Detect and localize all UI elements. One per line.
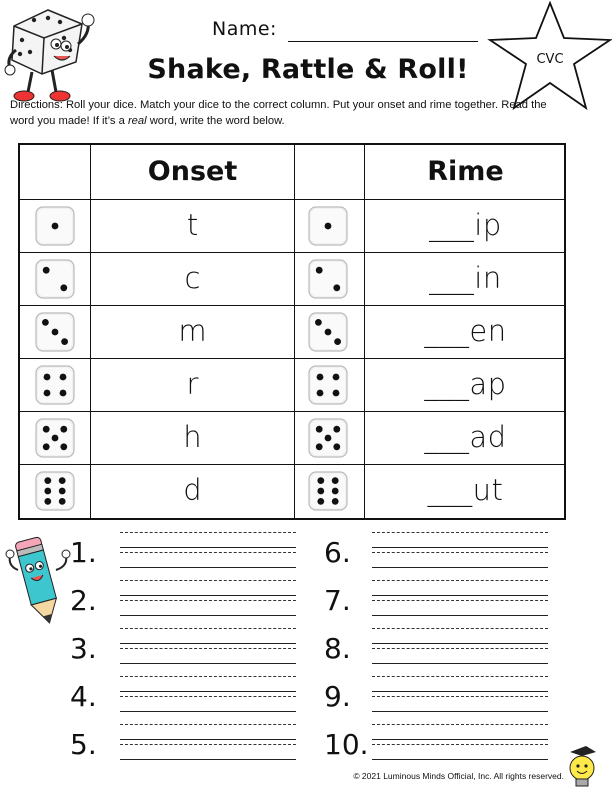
die-pip [44,488,51,495]
die-pip [52,435,59,442]
die-pip [43,267,50,274]
answer-writing-line[interactable] [120,744,296,760]
answer-writing-line[interactable] [372,648,548,664]
onset-rime-table [18,143,566,520]
copyright-text: © 2021 Luminous Minds Official, Inc. All rights reserved. [353,771,564,781]
die-pip [315,319,322,326]
rime-cell: ___ap [424,367,507,401]
directions-part2: word, write the word below. [146,114,285,127]
die-pip [42,319,49,326]
die-pip [325,329,332,336]
answer-writing-line[interactable] [120,676,296,692]
die-pip [333,390,340,397]
die-2-icon [308,259,348,303]
rime-cell: ___in [429,261,502,295]
die-pip [43,443,50,450]
name-field[interactable] [288,41,478,42]
answer-number: 8. [324,632,351,665]
die-pip [333,374,340,381]
die-pip [317,488,324,495]
die-pip [316,426,323,433]
answer-number: 9. [324,680,351,713]
die-pip [60,284,67,291]
die-pip [325,435,332,442]
name-label: Name: [212,18,277,40]
die-pip [317,374,324,381]
die-pip [317,498,324,505]
answer-writing-line[interactable] [372,724,548,740]
directions-text [10,98,570,129]
rime-cell: ___ad [424,420,507,454]
die-2-icon [35,259,75,303]
pencil-mascot-icon [4,526,74,628]
die-pip [333,284,340,291]
die-pip [44,498,51,505]
header-onset: Onset [147,156,238,187]
onset-cell: t [186,208,199,242]
die-pip [60,390,67,397]
die-pip [333,426,340,433]
answer-writing-line[interactable] [120,552,296,568]
die-pip [43,426,50,433]
die-pip [61,338,68,345]
die-pip [52,329,59,336]
onset-cell: c [184,261,201,295]
die-pip [44,390,51,397]
die-pip [316,443,323,450]
die-pip [59,488,66,495]
answer-writing-line[interactable] [120,648,296,664]
answer-writing-line[interactable] [120,628,296,644]
answer-writing-line[interactable] [372,580,548,596]
directions-part1: Directions: Roll your dice. Match your dice to the correct column. Put your onset and rime together. Read the word you made! If it’s a [10,99,547,127]
die-5-icon [308,418,348,462]
die-1-icon [35,206,75,250]
answer-number: 5. [70,728,97,761]
die-6-icon [35,471,75,515]
die-3-icon [35,312,75,356]
die-pip [334,338,341,345]
die-pip [52,223,59,230]
die-6-icon [308,471,348,515]
answer-writing-line[interactable] [120,600,296,616]
answer-writing-line[interactable] [372,628,548,644]
answer-number: 4. [70,680,97,713]
answer-number: 2. [70,584,97,617]
star-icon [486,0,612,112]
die-pip [332,488,339,495]
rime-cell: ___ip [429,208,502,242]
die-pip [317,477,324,484]
die-pip [317,390,324,397]
answer-number: 3. [70,632,97,665]
answer-writing-line[interactable] [372,676,548,692]
onset-cell: h [183,420,202,454]
answer-writing-line[interactable] [120,724,296,740]
rime-cell: ___ut [427,473,504,507]
onset-cell: d [183,473,202,507]
die-pip [316,267,323,274]
die-5-icon [35,418,75,462]
die-4-icon [35,365,75,409]
die-pip [60,443,67,450]
die-pip [60,426,67,433]
answer-writing-line[interactable] [372,532,548,548]
answer-number: 1. [70,536,97,569]
answer-number: 10. [324,728,369,761]
die-4-icon [308,365,348,409]
header-rime: Rime [427,156,504,187]
answer-number: 7. [324,584,351,617]
die-pip [59,477,66,484]
dice-mascot-icon [4,4,96,104]
die-pip [60,374,67,381]
rime-cell: ___en [424,314,507,348]
die-3-icon [308,312,348,356]
answer-writing-line[interactable] [372,600,548,616]
die-pip [44,477,51,484]
die-pip [332,477,339,484]
directions-italic: real [127,114,147,127]
answer-writing-line[interactable] [372,552,548,568]
die-pip [59,498,66,505]
die-pip [325,223,332,230]
lightbulb-mascot-icon [560,742,604,790]
onset-cell: m [178,314,207,348]
onset-cell: r [186,367,199,401]
cvc-badge: CVC [536,52,564,67]
die-1-icon [308,206,348,250]
answer-number: 6. [324,536,351,569]
die-pip [333,443,340,450]
answer-writing-line[interactable] [120,532,296,548]
answer-writing-line[interactable] [120,696,296,712]
answer-writing-line[interactable] [120,580,296,596]
answer-writing-line[interactable] [372,744,548,760]
die-pip [44,374,51,381]
answer-writing-line[interactable] [372,696,548,712]
page-title: Shake, Rattle & Roll! [147,54,469,85]
die-pip [332,498,339,505]
